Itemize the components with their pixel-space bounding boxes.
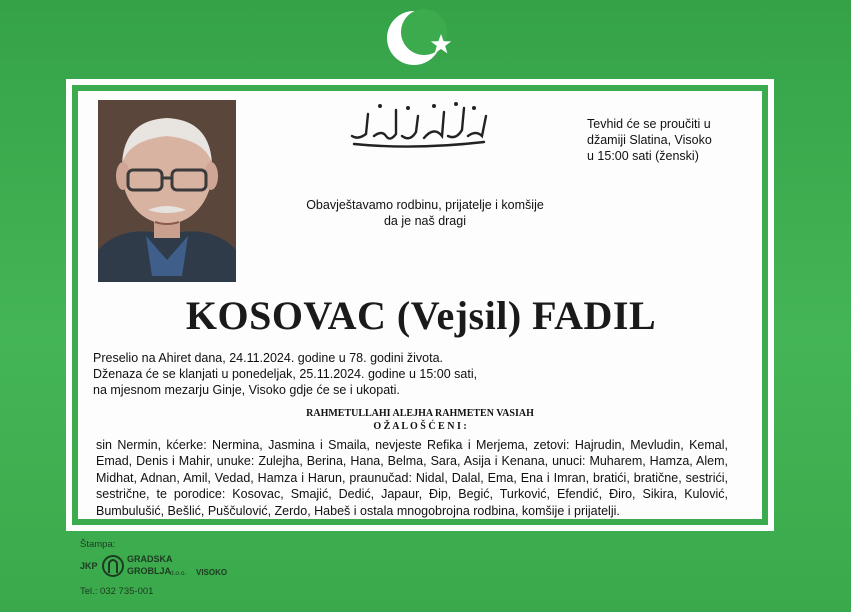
- graveyard-logo-icon: [102, 553, 124, 579]
- prayer-heading: [200, 407, 640, 433]
- arabic-calligraphy-icon: [344, 96, 494, 150]
- printer-phone: Tel.: 032 735-001: [80, 586, 154, 597]
- printer-jkp: JKP: [80, 561, 98, 571]
- printer-label: Štampa:: [80, 539, 116, 550]
- funeral-details: [93, 350, 513, 398]
- deceased-name: KOSOVAC (Vejsil) FADIL: [185, 293, 657, 338]
- mourners-heading: O Ž A L O Š Ć E N I :: [373, 421, 467, 432]
- details-line: Dženaza će se klanjati u ponedeljak, 25.11.2024. godine u 15:00 sati,: [93, 367, 478, 381]
- tevhid-line: džamiji Slatina, Visoko: [587, 133, 712, 147]
- announcement-text: [290, 197, 560, 229]
- mourners-list: sin Nermin, kćerke: Nermina, Jasmina i Smaila, nevjeste Refika i Merjema, zetovi: Hajrudin, Mevludin, Kemal, Emad, Denis i Mahir, unuke: Zulejha, Berina, Hana, Belma, Sara, Asija i Kenana, unuci: Muharem, Hamza, Alem, Midhat, Adnan, Amil, Vedad, Hamza i Harun, praunučad: Nidal, Dalal, Ema, Ena i Imran, bratići, bratičnе, sestrići, sestrične, te porodice: Kosovac, Smajić, Dedić, Japaur, Đip, Begić, Turković, Efendić, Điro, Sikira, Kulović, Bumbulušić, Bešlić, Puščulović, Zerdo, Habeš i ostala mnogobrojna rodbina, komšije i prijatelji.: [96, 438, 728, 518]
- details-line: Preselio na Ahiret dana, 24.11.2024. godine u 78. godini života.: [93, 351, 444, 365]
- printer-city: VISOKO: [196, 568, 228, 577]
- portrait-photo: [98, 100, 236, 282]
- announcement-line: da je naš dragi: [383, 214, 466, 228]
- prayer-line: RAHMETULLAHI ALEJHA RAHMETEN VASIAH: [306, 408, 534, 419]
- tevhid-line: Tevhid će se proučiti u: [587, 117, 711, 131]
- printer-company-type: d.o.o.: [170, 570, 187, 577]
- announcement-line: Obavještavamo rodbinu, prijatelje i komšije: [306, 198, 544, 212]
- printer-brand: GRADSKA: [127, 554, 173, 564]
- crescent-star-icon: [384, 4, 458, 70]
- printer-brand: GROBLJA: [127, 566, 172, 576]
- tevhid-line: u 15:00 sati (ženski): [587, 149, 699, 163]
- details-line: na mjesnom mezarju Ginje, Visoko gdje će se i ukopati.: [93, 383, 400, 397]
- tevhid-notice: [587, 116, 737, 164]
